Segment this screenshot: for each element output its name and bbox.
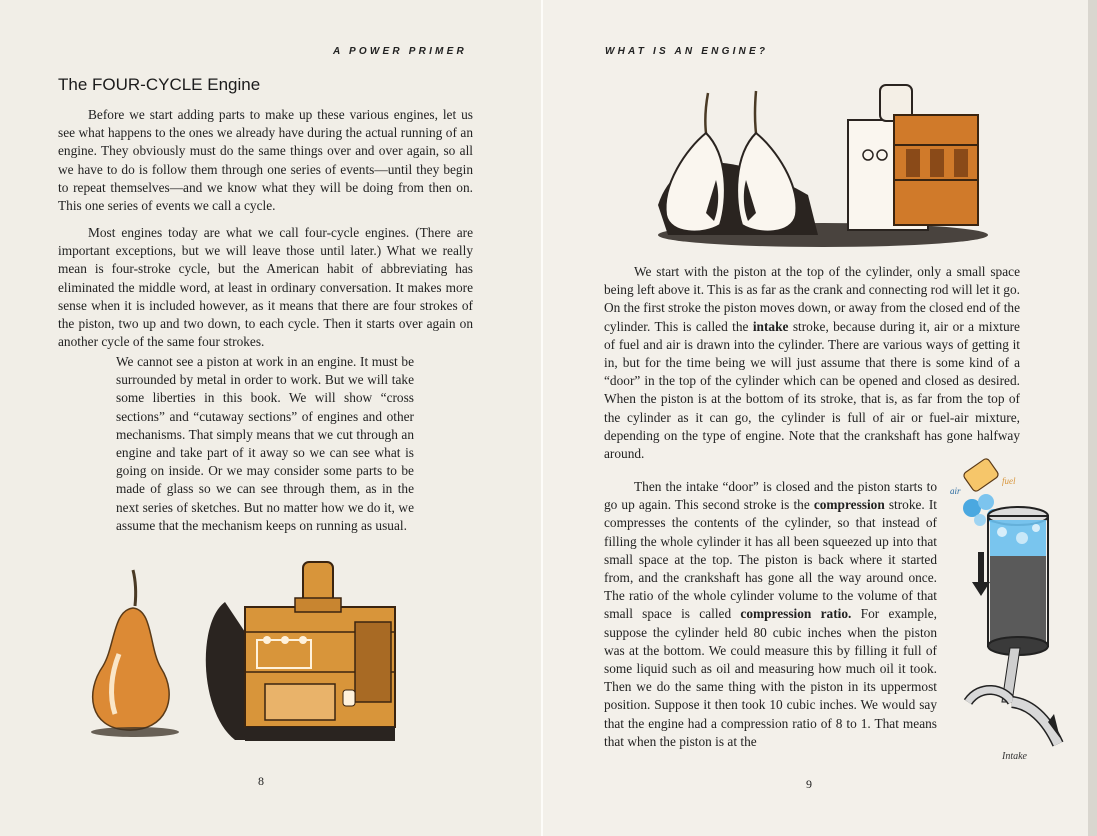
paragraph-3: We cannot see a piston at work in an engine. It must be surrounded by metal in order to work. But we will take some liberties in this book. We will show “cross sections” and “cutaway sections” of engines and other mechanisms. That simply means that we cut through an engine and take part of it away so we can see what is going on inside. Or we may consider some parts to be made of glass so we can see through them, as in the next series of sketches. But no matter how we do it, we assume that the mechanism keeps on running as usual. <box>116 354 414 533</box>
page-number-left: 8 <box>258 774 264 788</box>
page-title: The FOUR-CYCLE Engine <box>58 75 261 94</box>
paragraph-intake: We start with the piston at the top of the cylinder, only a small space being left above it. This is as far as the crank and connecting rod will let it go. On the first stroke the piston moves down, or away from the closed end of the cylinder. This is called the intake stroke, because during it, air or a mixture of fuel and air is drawn into the cylinder. There are various ways of getting it in, but for the time being we will just assume that there is some kind of a “door” in the top of the cylinder which can be opened and closed as desired. When the piston is at the bottom of its stroke, that is, as far from the top of the cylinder as it can go, the cylinder is full of air or fuel-air mixture, depending on the type of engine. Note that the crankshaft has gone halfway around. <box>604 264 1020 462</box>
paragraph-compression: Then the intake “door” is closed and the piston starts to go up again. This second stroke is the compression stroke. It compresses the contents of the cylinder, so that instead of filling the whole cylinder it has all been squeezed up into that small space at the top. The piston is back where it started from, and the crankshaft has gone all the way around once. The ratio of the whole cylinder volume to the volume of that small space is called compression ratio. For example, suppose the cylinder held 80 cubic inches when the piston was at the bottom. We could measure this by filling it full of some liquid such as oil and measuring how much oil it took. Then we do the same thing with the piston in its uppermost position. Suppose it then took 10 cubic inches. We would say that the engine had a compression ratio of 8 to 1. That means that when the piston is at the <box>604 479 938 749</box>
engine-illustration <box>205 562 415 747</box>
paragraph-1: Before we start adding parts to make up these various engines, let us see what happens to the ones we already have during the actual running of an engine. They obviously must do the same things over and over again, so all we have to do is follow them through one series of events—until they begin to repeat themselves—and we know what they will be doing from then on. This one series of events we call a cycle. <box>58 107 473 214</box>
term-compression: compression <box>813 497 885 513</box>
term-intake: intake <box>752 318 789 334</box>
intake-cylinder-illustration <box>950 452 1070 752</box>
pear-illustration <box>75 568 185 738</box>
page-number-right: 9 <box>806 777 812 791</box>
label-fuel: fuel <box>1002 476 1016 486</box>
running-head-left: A POWER PRIMER <box>333 46 467 57</box>
term-compression-ratio: compression ratio. <box>740 606 852 622</box>
paragraph-2: Most engines today are what we call four-cycle engines. (There are important exceptions, but we will leave those until later.) What we really mean is four-stroke cycle, but the American habit of abbreviating has eliminated the middle word, at least in ordinary conversation. It makes more sense when it is included however, as it means that there are four strokes of the piston, two up and two down, to each cycle. Then it starts over again on another cycle of the same four strokes. <box>58 225 473 350</box>
running-head-right: WHAT IS AN ENGINE? <box>605 46 769 57</box>
label-air: air <box>950 486 961 496</box>
pears-engine-illustration <box>658 85 988 250</box>
illustration-caption: Intake <box>1002 751 1027 762</box>
